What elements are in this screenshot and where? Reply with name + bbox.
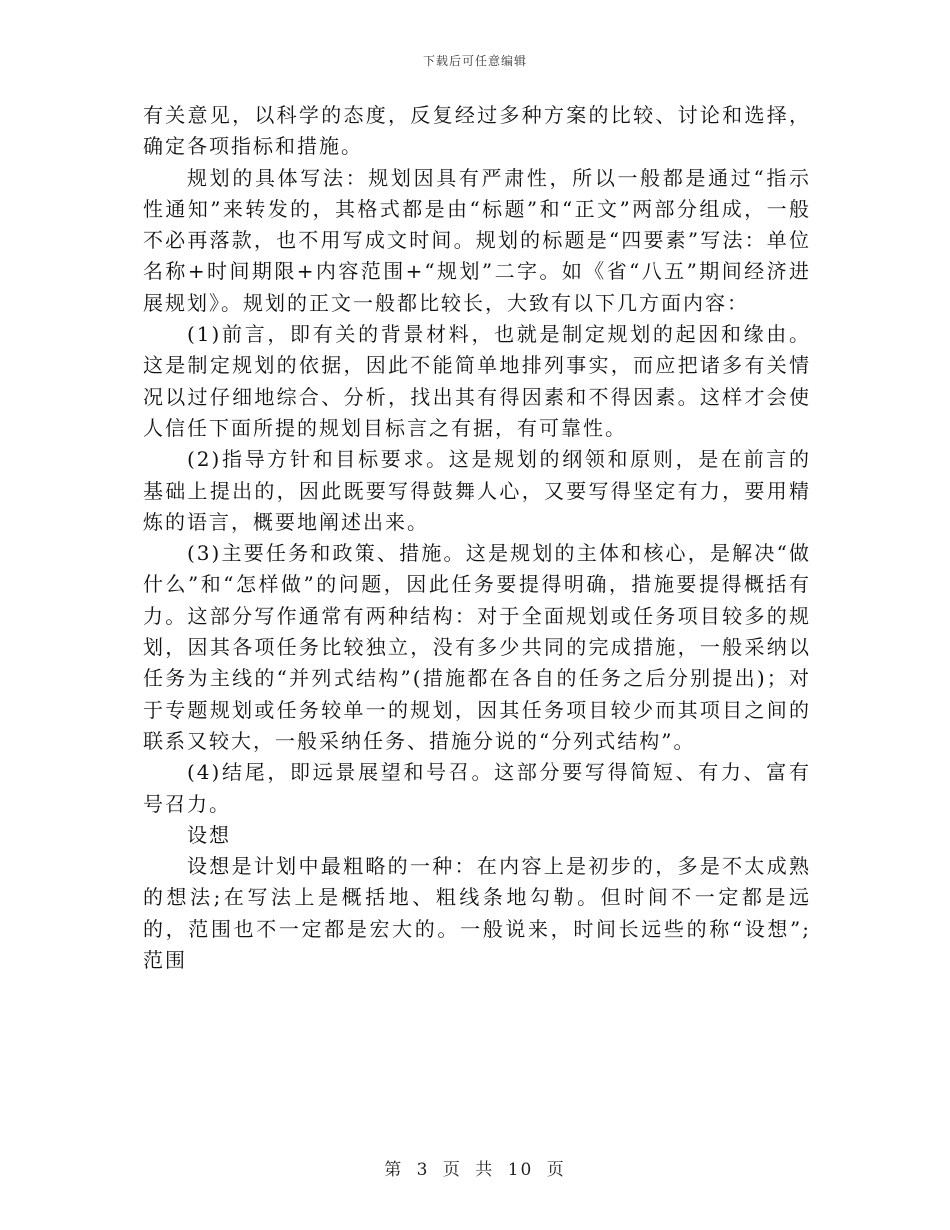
paragraph-planning-format: 规划的具体写法：规划因具有严肃性，所以一般都是通过“指示性通知”来转发的，其格式都是由“标题”和“正文”两部分组成，一般不必再落款，也不用写成文时间。规划的标题是“四要素”写法：单位名称+时间期限+内容范围+“规划”二字。如《省“八五”期间经济进展规划》。规划的正文一般都比较长，大致有以下几方面内容： bbox=[143, 165, 811, 315]
paragraph-concept: 设想是计划中最粗略的一种：在内容上是初步的，多是不太成熟的想法;在写法上是概括地、粗线条地勾勒。但时间不一定都是远的，范围也不一定都是宏大的。一般说来，时间长远些的称“设想”;范围 bbox=[143, 854, 811, 973]
paragraph-preface: (1)前言，即有关的背景材料，也就是制定规划的起因和缘由。这是制定规划的依据，因此不能简单地排列事实，而应把诸多有关情况以过仔细地综合、分析，找出其有得因素和不得因素。这样才会使人信任下面所提的规划目标言之有据，有可靠性。 bbox=[143, 322, 811, 440]
paragraph-continuation: 有关意见，以科学的态度，反复经过多种方案的比较、讨论和选择，确定各项指标和措施。 bbox=[143, 103, 811, 159]
page-header: 下载后可任意编辑 bbox=[422, 54, 527, 68]
document-body bbox=[143, 100, 811, 976]
paragraph-ending: (4)结尾，即远景展望和号召。这部分要写得简短、有力、富有号召力。 bbox=[143, 760, 811, 816]
section-heading: 设想 bbox=[187, 822, 231, 847]
page-number: 第 3 页 共 10 页 bbox=[384, 1160, 566, 1180]
paragraph-tasks-measures: (3)主要任务和政策、措施。这是规划的主体和核心，是解决“做什么”和“怎样做”的问题，因此任务要提得明确，措施要提得概括有力。这部分写作通常有两种结构：对于全面规划或任务项目较多的规划，因其各项任务比较独立，没有多少共同的完成措施，一般采纳以任务为主线的“并列式结构”(措施都在各自的任务之后分别提出)；对于专题规划或任务较单一的规划，因其任务项目较少而其项目之间的联系又较大，一般采纳任务、措施分说的“分列式结构”。 bbox=[143, 541, 811, 753]
paragraph-guidelines: (2)指导方针和目标要求。这是规划的纲领和原则，是在前言的基础上提出的，因此既要写得鼓舞人心，又要写得坚定有力，要用精炼的语言，概要地阐述出来。 bbox=[143, 447, 811, 534]
